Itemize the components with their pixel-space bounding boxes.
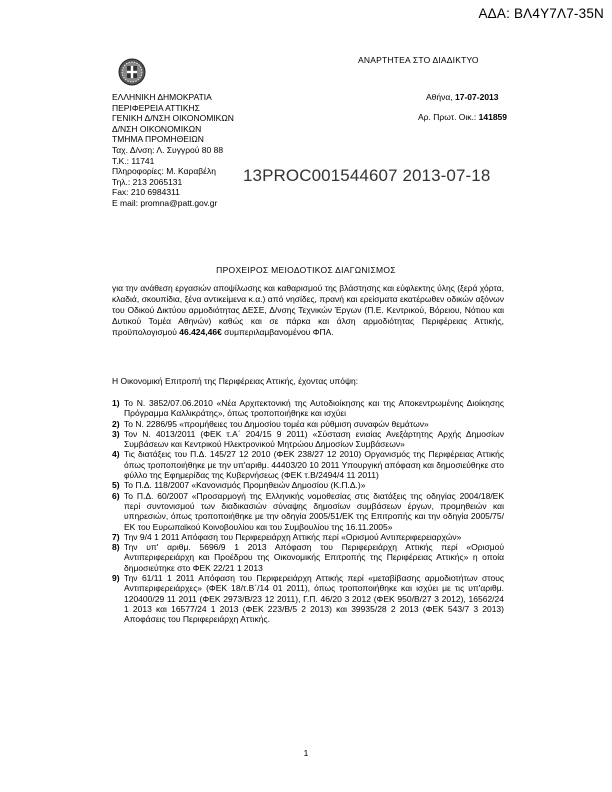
intro-text: για την ανάθεση εργασιών αποψίλωσης και καθαρισμού της βλάστησης και εύφλεκτης ύλης (ξερά χόρτα, κλαδιά, σκουπίδια, ξένα αντικείμενα κ.α.) από νησίδες, πρανή και ερείσματα εκατέρωθεν οδικών αξόνων του Οδικού Δικτύου αρμοδιότητας ΔΕΣΕ, Δ/νσης Τεχνικών Έργων (Π.Ε. Κεντρικού, Βόρειου, Νότιου και Δυτικού Τομέα Αθηνών) καθώς και σε πάρκα και άλση αρμοδιότητας Περιφέρειας Αττικής, προϋπολογισμού <box>112 283 504 337</box>
item-text: Τον Ν. 4013/2011 (ΦΕΚ τ.Α΄ 204/15 9 2011) «Σύσταση ενιαίας Ανεξάρτητης Αρχής Δημοσίων Συμβάσεων και Κεντρικού Ηλεκτρονικού Μητρώου Δημοσίων Συμβάσεων» <box>124 428 504 450</box>
item-text: Την 9/4 1 2011 Απόφαση του Περιφερειάρχη Αττικής περί «Ορισμού Αντιπεριφερειαρχών» <box>124 531 462 542</box>
protocol-value: 141859 <box>478 112 508 122</box>
list-item <box>112 491 504 532</box>
list-item <box>112 542 504 573</box>
item-number: 7) <box>112 531 120 542</box>
item-text: Το Ν. 3852/07.06.2010 «Νέα Αρχιτεκτονική της Αυτοδιοίκησης και της Αποκεντρωμένης Διοίκησης Πρόγραμμα Καλλικράτης», όπως τροποποιήθηκε και ισχύει <box>124 398 504 419</box>
list-item <box>112 429 504 450</box>
publish-notice: ΑΝΑΡΤΗΤΕΑ ΣΤΟ ΔΙΑΔΙΚΤΥΟ <box>358 55 479 65</box>
item-number: 2) <box>112 418 120 429</box>
intro-paragraph <box>112 283 504 338</box>
intro-tail: συμπεριλαμβανομένου ΦΠΑ. <box>221 327 334 337</box>
list-item <box>112 573 504 624</box>
list-item <box>112 480 504 490</box>
considerations-list <box>112 398 504 625</box>
sender-contact: Πληροφορίες: Μ. Καραβέλη <box>112 166 216 177</box>
list-item <box>112 532 504 542</box>
list-item <box>112 419 504 429</box>
list-item <box>112 398 504 419</box>
item-text: Το Π.Δ. 118/2007 «Κανονισμός Προμηθειών Δημοσίου (Κ.Π.Δ.)» <box>124 480 366 491</box>
sender-directorate: Δ/ΝΣΗ ΟΙΚΟΝΟΜΙΚΩΝ <box>112 123 202 134</box>
sender-postcode: Τ.Κ.: 11741 <box>112 155 155 166</box>
sender-region: ΠΕΡΙΦΕΡΕΙΑ ΑΤΤΙΚΗΣ <box>112 102 200 113</box>
protocol-label: Αρ. Πρωτ. Οικ.: <box>418 112 479 122</box>
item-text: Τις διατάξεις του Π.Δ. 145/27 12 2010 (ΦΕΚ 238/27 12 2010) Οργανισμός της Περιφέρειας Αττικής όπως τροποποιήθηκε με την υπ'αριθμ. 44403/20 10 2011 Υπουργική απόφαση και δημοσιεύθηκε στο φύλλο της Εφημερίδας της Κυβερνήσεως (ΦΕΚ τ.Β/2494/4 11 2011) <box>124 449 504 481</box>
sender-general-directorate: ΓΕΝΙΚΗ Δ/ΝΣΗ ΟΙΚΟΝΟΜΙΚΩΝ <box>112 113 234 124</box>
item-text: Την υπ' αριθμ. 5696/9 1 2013 Απόφαση του Περιφερειάρχη Αττικής περί «Ορισμού Αντιπεριφερειάρχη και Προέδρου της Οικονομικής Επιτροπής της Περιφέρειας Αττικής» η οποία δημοσιεύτηκε στο ΦΕΚ 22/21 1 2013 <box>124 542 504 573</box>
item-text: Το Π.Δ. 60/2007 «Προσαρμογή της Ελληνικής νομοθεσίας στις διατάξεις της οδηγίας 2004/18/ΕΚ περί συντονισμού των διαδικασιών σύναψης δημοσίων συμβάσεων έργων, προμηθειών και υπηρεσιών, όπως τροποποιήθηκε με την οδηγία 2005/51/ΕΚ της Επιτροπής και την οδηγία 2005/75/ΕΚ του Ευρωπαϊκού Κοινοβουλίου και του Συμβουλίου της 16.11.2005» <box>124 490 504 532</box>
item-number: 1) <box>112 398 120 408</box>
item-text: Το Ν. 2286/95 «προμήθειες του Δημοσίου τομέα και ρύθμιση συναφών θεμάτων» <box>124 418 429 429</box>
sender-block <box>112 92 234 209</box>
sender-address: Ταχ. Δ/νση: Λ. Συγγρού 80 88 <box>112 144 224 155</box>
item-number: 8) <box>112 542 120 553</box>
date-label: Αθήνα, <box>426 92 456 102</box>
item-number: 4) <box>112 449 120 460</box>
item-number: 6) <box>112 490 120 501</box>
sender-republic: ΕΛΛΗΝΙΚΗ ΔΗΜΟΚΡΑΤΙΑ <box>112 92 212 102</box>
registry-stamp: 13PROC001544607 2013-07-18 <box>243 166 491 185</box>
committee-considering: Η Οικονομική Επιτροπή της Περιφέρειας Αττικής, έχοντας υπόψη: <box>112 376 359 386</box>
protocol-number <box>418 112 507 122</box>
date-value: 17-07-2013 <box>455 92 499 102</box>
document-date <box>426 92 499 102</box>
item-text: Την 61/11 1 2011 Απόφαση του Περιφερειάρχη Αττικής περί «μεταβίβασης αρμοδιοτήτων στους Αντιπεριφερειάρχες» (ΦΕΚ 18/τ.Β΄/14 01 2011), όπως τροποποιήθηκε και ισχύει με τις υπ'αριθμ. 120400/29 11 2011 (ΦΕΚ 2973/Β/23 12 2011), Γ.Π. 46/20 3 2012 (ΦΕΚ 950/Β/27 3 2012), 16562/24 1 2013 και 16577/24 1 2013 (ΦΕΚ 223/Β/5 2 2013) και 39935/28 2 2013 (ΦΕΚ 543/7 3 2013) Αποφάσεις του Περιφερειάρχη Αττικής. <box>124 573 504 625</box>
page-number: 1 <box>303 748 309 758</box>
greek-coat-of-arms-icon <box>118 58 146 86</box>
sender-email[interactable]: E mail: promna@patt.gov.gr <box>112 197 218 208</box>
sender-department: ΤΜΗΜΑ ΠΡΟΜΗΘΕΙΩΝ <box>112 134 204 145</box>
sender-fax: Fax: 210 6984311 <box>112 187 180 198</box>
document-title: ΠΡΟΧΕΙΡΟΣ ΜΕΙΟΔΟΤΙΚΟΣ ΔΙΑΓΩΝΙΣΜΟΣ <box>216 265 396 275</box>
item-number: 5) <box>112 480 120 491</box>
sender-phone: Τηλ.: 213 2065131 <box>112 176 183 187</box>
ada-code: ΑΔΑ: ΒΛ4Υ7Λ7-35Ν <box>478 6 604 21</box>
item-number: 9) <box>112 573 120 584</box>
budget-amount: 46.424,46€ <box>179 327 222 337</box>
item-number: 3) <box>112 428 120 439</box>
list-item <box>112 449 504 480</box>
